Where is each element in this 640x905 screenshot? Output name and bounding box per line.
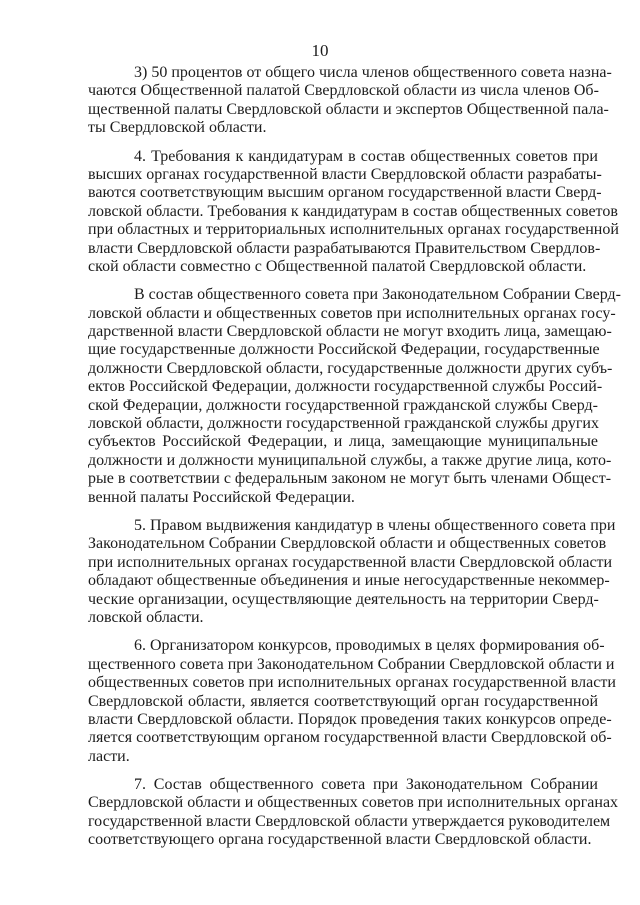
text-line: щественной палаты Свердловской области и экспертов Общественной пала- bbox=[88, 100, 609, 118]
text-line: 4. Требования к кандидатурам в состав общественных советов при bbox=[134, 147, 598, 165]
text-line: венной палаты Российской Федерации. bbox=[88, 488, 355, 506]
text-line: ческие организации, осуществляющие деятельность на территории Сверд- bbox=[88, 590, 599, 608]
text-line: 5. Правом выдвижения кандидатур в члены общественного совета при bbox=[134, 516, 616, 534]
text-line: ляется соответствующим органом государственной власти Свердловской об- bbox=[88, 729, 612, 747]
paragraph-item-3 bbox=[88, 64, 612, 138]
text-line: 7. Состав общественного совета при Законодательном Собрании bbox=[134, 776, 598, 794]
text-line: ты Свердловской области. bbox=[88, 119, 267, 137]
paragraph-item-6 bbox=[88, 637, 616, 766]
text-line: должности Свердловской области, государственные должности других субъ- bbox=[88, 359, 613, 377]
text-line: щественного совета при Законодательном Собрании Свердловской области и bbox=[88, 655, 615, 673]
text-line: Свердловской области и общественных советов при исполнительных органах bbox=[88, 794, 619, 812]
page-number: 10 bbox=[311, 41, 329, 60]
text-line: соответствующего органа государственной власти Свердловской области. bbox=[88, 831, 592, 849]
text-line: общественных советов при исполнительных органах государственной власти bbox=[88, 674, 616, 692]
text-line: ловской области и общественных советов при исполнительных органах госу- bbox=[88, 304, 616, 322]
text-line: при исполнительных органах государственной власти Свердловской области bbox=[88, 553, 613, 571]
document-body bbox=[88, 64, 621, 860]
text-line: ласти. bbox=[88, 747, 130, 765]
text-line: ектов Российской Федерации, должности государственной службы Россий- bbox=[88, 378, 603, 396]
text-line: ской Федерации, должности государственной гражданской службы Сверд- bbox=[88, 396, 598, 414]
text-line: Свердловской области, является соответствующий орган государственной bbox=[88, 692, 598, 710]
text-line: чаются Общественной палатой Свердловской области из числа членов Об- bbox=[88, 82, 599, 100]
text-line: 6. Организатором конкурсов, проводимых в целях формирования об- bbox=[134, 637, 605, 655]
text-line: Законодательном Собрании Свердловской области и общественных советов bbox=[88, 535, 607, 553]
text-line: государственной власти Свердловской области утверждается руководителем bbox=[88, 812, 611, 830]
text-line: ловской области, должности государственной гражданской службы других bbox=[88, 415, 599, 433]
text-line: должности и должности муниципальной службы, а также другие лица, кото- bbox=[88, 451, 612, 469]
text-line: власти Свердловской области. Порядок проведения таких конкурсов опреде- bbox=[88, 710, 612, 728]
text-line: власти Свердловской области разрабатываются Правительством Свердлов- bbox=[88, 239, 601, 257]
text-line: ской области совместно с Общественной палатой Свердловской области. bbox=[88, 257, 587, 275]
text-line: высших органах государственной власти Свердловской области разрабаты- bbox=[88, 165, 602, 183]
paragraph-item-5 bbox=[88, 516, 616, 627]
text-line: обладают общественные объединения и иные негосударственные некоммер- bbox=[88, 572, 610, 590]
paragraph-item-4-continued bbox=[88, 286, 621, 507]
paragraph-item-7 bbox=[88, 776, 619, 850]
text-line: субъектов Российской Федерации, и лица, замещающие муниципальные bbox=[88, 433, 598, 451]
text-line: ловской области. bbox=[88, 608, 204, 626]
text-line: при областных и территориальных исполнительных органах государственной bbox=[88, 221, 619, 239]
text-line: дарственной власти Свердловской области не могут входить лица, замещаю- bbox=[88, 323, 612, 341]
paragraph-item-4 bbox=[88, 147, 619, 277]
text-line: щие государственные должности Российской Федерации, государственные bbox=[88, 341, 600, 359]
text-line: ловской области. Требования к кандидатурам в состав общественных советов bbox=[88, 202, 618, 220]
text-line: В состав общественного совета при Законодательном Собрании Сверд- bbox=[134, 286, 621, 304]
text-line: ваются соответствующим высшим органом государственной власти Сверд- bbox=[88, 184, 602, 202]
text-line: рые в соответствии с федеральным законом не могут быть членами Общест- bbox=[88, 470, 612, 488]
text-line: 3) 50 процентов от общего числа членов общественного совета назна- bbox=[134, 64, 612, 81]
